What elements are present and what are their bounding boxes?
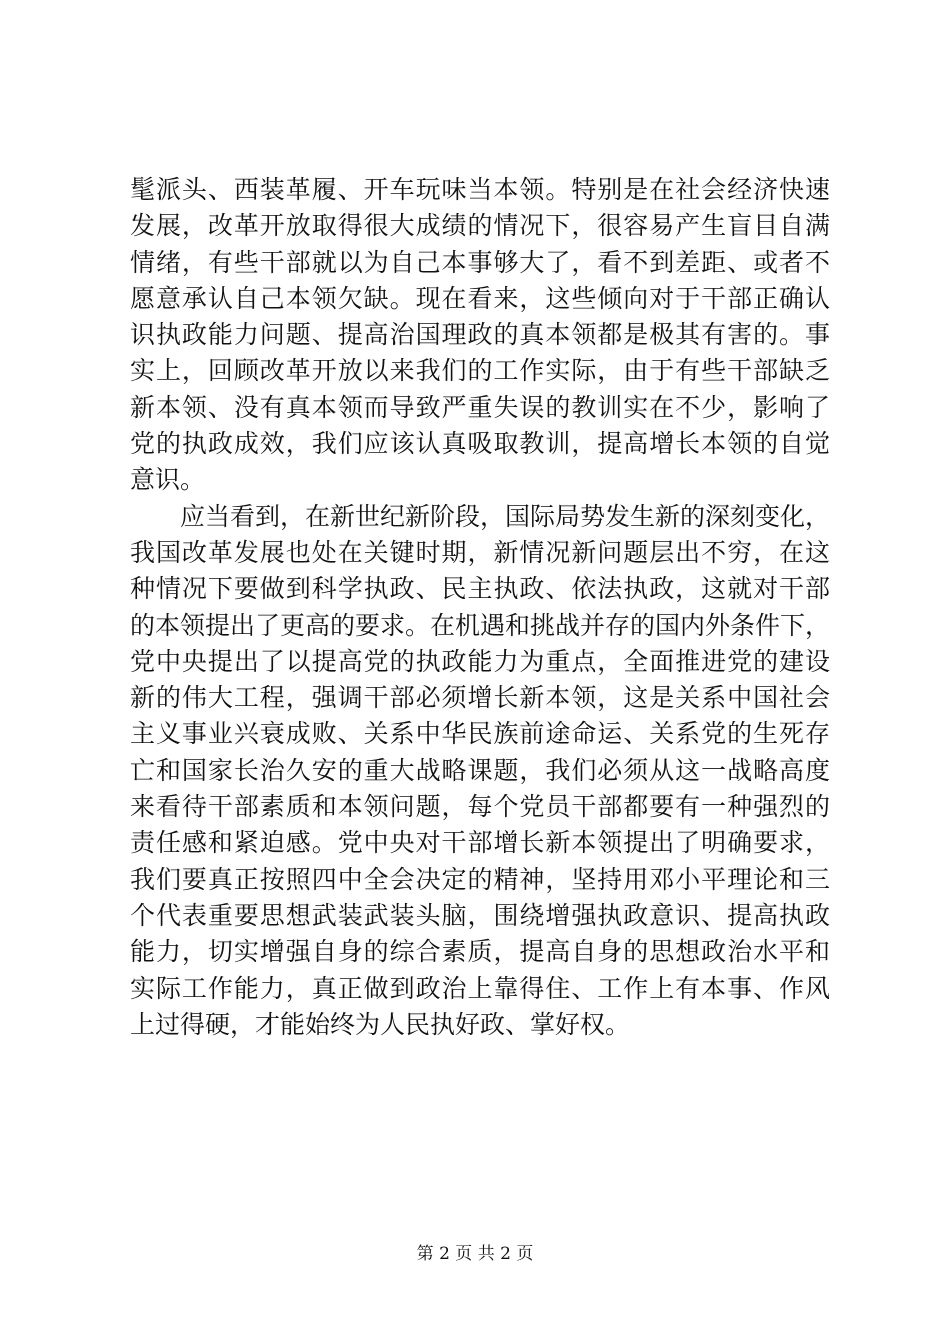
text-line: 主义事业兴衰成败、关系中华民族前途命运、关系党的生死存 — [130, 719, 830, 749]
paragraph-start-line: 应当看到，在新世纪新阶段，国际局势发生新的深刻变化， — [180, 501, 831, 531]
text-line: 实际工作能力，真正做到政治上靠得住、工作上有本事、作风 — [130, 973, 830, 1003]
text-line: 意识。 — [130, 465, 206, 495]
text-line: 责任感和紧迫感。党中央对干部增长新本领提出了明确要求， — [130, 828, 830, 858]
text-line: 亡和国家长治久安的重大战略课题，我们必须从这一战略高度 — [130, 755, 830, 785]
text-line: 识执政能力问题、提高治国理政的真本领都是极其有害的。事 — [130, 320, 830, 350]
text-line: 愿意承认自己本领欠缺。现在看来，这些倾向对于干部正确认 — [130, 283, 830, 313]
text-line: 党的执政成效，我们应该认真吸取教训，提高增长本领的自觉 — [130, 429, 830, 459]
text-line: 情绪，有些干部就以为自己本事够大了，看不到差距、或者不 — [130, 247, 830, 277]
text-line: 能力，切实增强自身的综合素质，提高自身的思想政治水平和 — [130, 937, 830, 967]
text-line: 髦派头、西装革履、开车玩味当本领。特别是在社会经济快速 — [130, 175, 830, 204]
text-line: 我们要真正按照四中全会决定的精神，坚持用邓小平理论和三 — [130, 864, 830, 894]
text-line: 新本领、没有真本领而导致严重失误的教训实在不少，影响了 — [130, 392, 830, 422]
text-line: 发展，改革开放取得很大成绩的情况下，很容易产生盲目自满 — [130, 211, 830, 241]
document-body — [130, 172, 830, 1043]
text-line: 我国改革发展也处在关键时期，新情况新问题层出不穷，在这 — [130, 537, 830, 567]
text-line: 党中央提出了以提高党的执政能力为重点，全面推进党的建设 — [130, 646, 830, 676]
text-line: 个代表重要思想武装武装头脑，围绕增强执政意识、提高执政 — [130, 900, 830, 930]
text-line: 新的伟大工程，强调干部必须增长新本领，这是关系中国社会 — [130, 683, 830, 713]
text-line: 种情况下要做到科学执政、民主执政、依法执政，这就对干部 — [130, 574, 830, 604]
text-line: 实上，回顾改革开放以来我们的工作实际，由于有些干部缺乏 — [130, 356, 830, 386]
text-line: 的本领提出了更高的要求。在机遇和挑战并存的国内外条件下， — [130, 610, 831, 640]
page-number-footer: 第 2 页 共 2 页 — [416, 1244, 534, 1264]
text-line: 来看待干部素质和本领问题，每个党员干部都要有一种强烈的 — [130, 792, 830, 822]
text-line: 上过得硬，才能始终为人民执好政、掌好权。 — [130, 1009, 631, 1039]
